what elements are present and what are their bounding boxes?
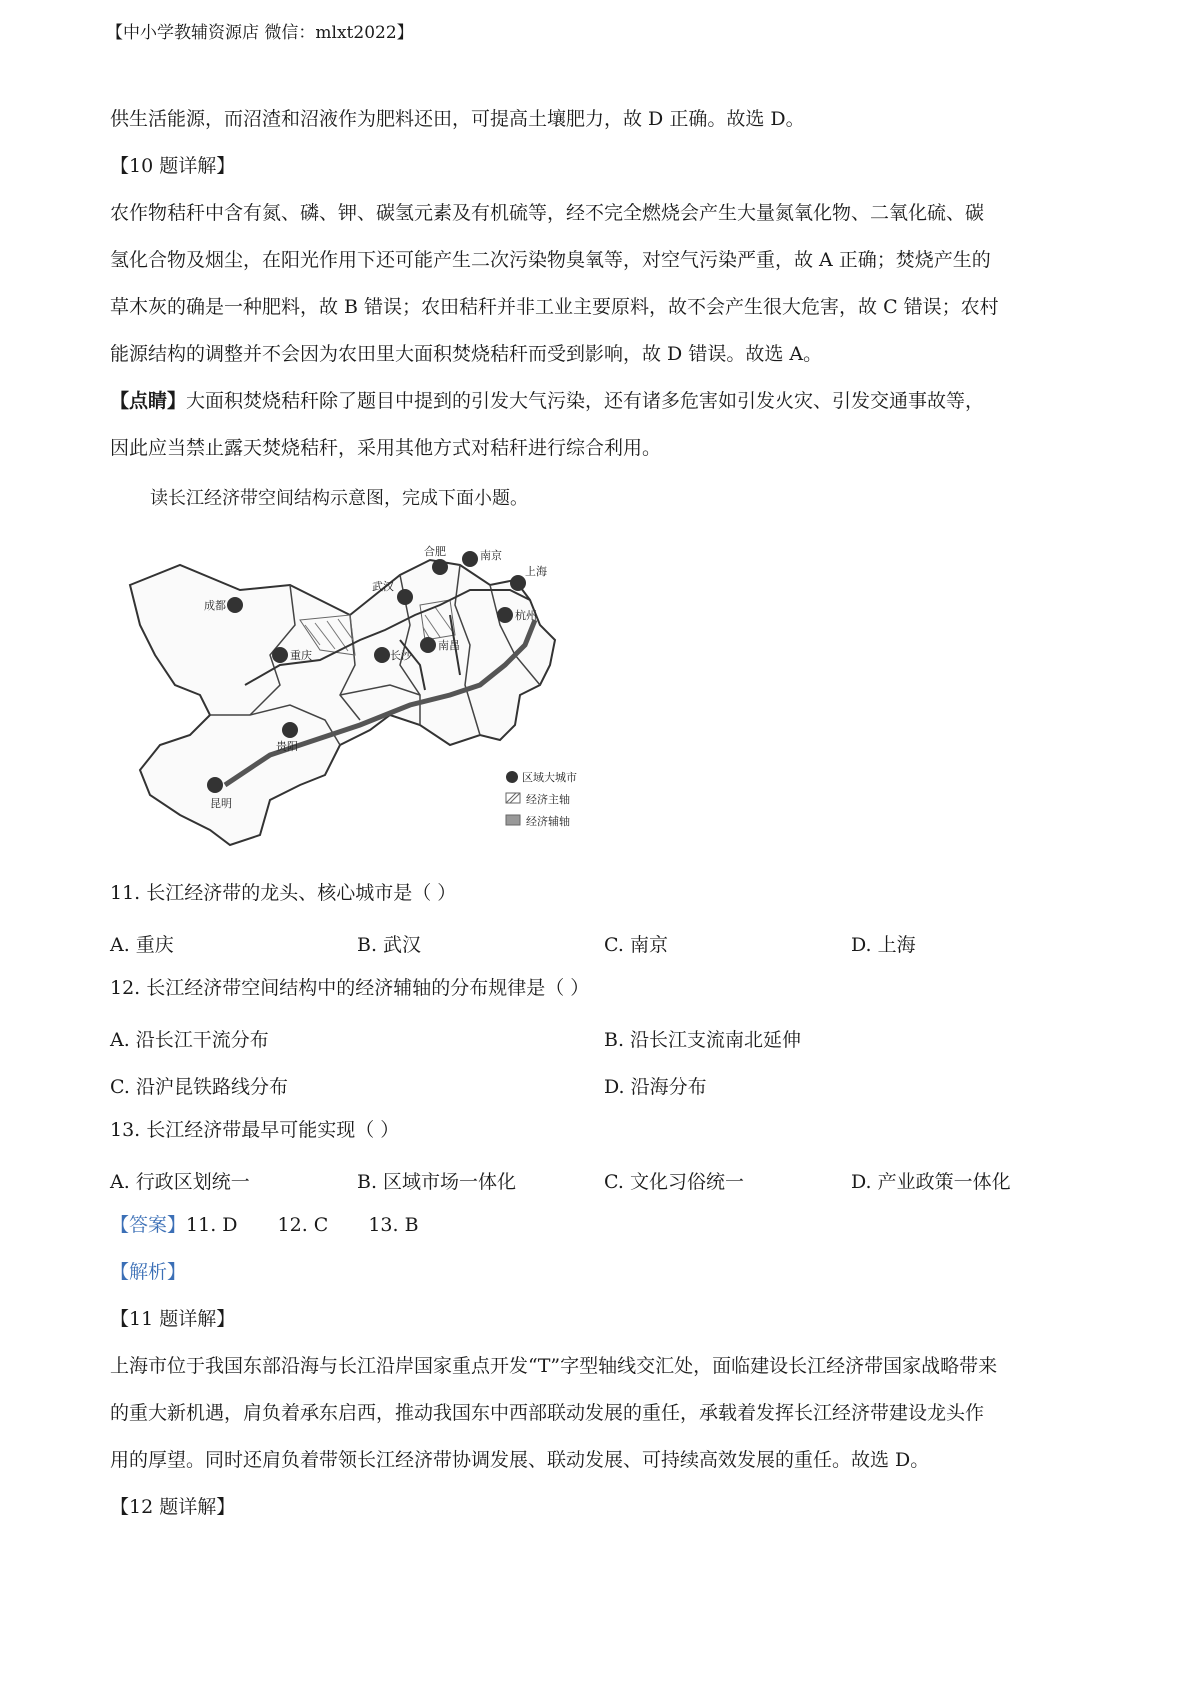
city-hangzhou [497, 607, 537, 623]
city-label: 成都 [204, 599, 226, 612]
option: A. 重庆 [110, 934, 174, 956]
paragraph-line: 上海市位于我国东部沿海与长江沿岸国家重点开发“T”字型轴线交汇处，面临建设长江经济带国家战略带来 [110, 1355, 998, 1377]
answer-12: 12. C [277, 1214, 329, 1236]
city-label: 杭州 [515, 609, 537, 622]
city-chongqing [272, 647, 312, 663]
paragraph-line: 草木灰的确是一种肥料，故 B 错误；农田秸秆并非工业主要原料，故不会产生很大危害，故 C 错误；农村 [110, 296, 999, 318]
option: C. 沿沪昆铁路线分布 [110, 1076, 288, 1098]
option: D. 上海 [851, 934, 916, 956]
city-label: 上海 [525, 565, 547, 578]
option: B. 武汉 [357, 934, 422, 956]
option: D. 产业政策一体化 [851, 1171, 1011, 1193]
page-header: 【中小学教辅资源店 微信：mlxt2022】 [106, 23, 414, 43]
map-legend [506, 770, 577, 828]
tip-line [110, 378, 984, 425]
city-label: 昆明 [210, 797, 232, 810]
option: A. 沿长江干流分布 [110, 1029, 269, 1051]
legend-label: 经济辅轴 [526, 815, 570, 828]
answer-label: 【答案】 [110, 1214, 187, 1236]
question-stem: 13. 长江经济带最早可能实现（ ） [110, 1119, 400, 1141]
option: D. 沿海分布 [604, 1076, 707, 1098]
paragraph-line: 氢化合物及烟尘，在阳光作用下还可能产生二次污染物臭氧等，对空气污染严重，故 A 正确；焚烧产生的 [110, 249, 991, 271]
city-label: 长沙 [390, 649, 412, 662]
analysis-label: 【解析】 [110, 1261, 187, 1283]
map-outline [130, 560, 555, 845]
city-shanghai [510, 564, 547, 591]
question-stem: 12. 长江经济带空间结构中的经济辅轴的分布规律是（ ） [110, 977, 590, 999]
option: C. 文化习俗统一 [604, 1171, 744, 1193]
map-intro: 读长江经济带空间结构示意图，完成下面小题。 [150, 488, 528, 509]
city-nanjing [462, 548, 502, 567]
question-stem: 11. 长江经济带的龙头、核心城市是（ ） [110, 882, 457, 904]
option: C. 南京 [604, 934, 668, 956]
paragraph-line: 因此应当禁止露天焚烧秸秆，采用其他方式对秸秆进行综合利用。 [110, 437, 662, 459]
city-label: 重庆 [290, 649, 312, 662]
q10-title: 【10 题详解】 [110, 155, 236, 177]
yangtze-economic-belt-map [120, 545, 610, 855]
answer-13: 13. B [368, 1214, 419, 1236]
legend-label: 区域大城市 [522, 771, 577, 784]
tip-text: 大面积焚烧秸秆除了题目中提到的引发大气污染，还有诸多危害如引发火灾、引发交通事故等， [186, 390, 985, 412]
legend-label: 经济主轴 [526, 793, 570, 806]
answer-line [110, 1202, 419, 1249]
city-label: 武汉 [372, 580, 394, 593]
answer-11: 11. D [186, 1214, 238, 1236]
paragraph-line: 农作物秸秆中含有氮、磷、钾、碳氢元素及有机硫等，经不完全燃烧会产生大量氮氧化物、二氧化硫、碳 [110, 202, 985, 224]
city-label: 合肥 [424, 545, 446, 558]
city-label: 南京 [480, 549, 502, 562]
city-nanchang [420, 637, 460, 653]
paragraph-line: 的重大新机遇，肩负着承东启西，推动我国东中西部联动发展的重任，承载着发挥长江经济带建设龙头作 [110, 1402, 985, 1424]
tip-label: 【点睛】 [110, 390, 187, 412]
option: A. 行政区划统一 [110, 1171, 250, 1193]
paragraph-line: 供生活能源，而沼渣和沼液作为肥料还田，可提高土壤肥力，故 D 正确。故选 D。 [110, 108, 805, 130]
q12-title: 【12 题详解】 [110, 1496, 236, 1518]
option: B. 沿长江支流南北延伸 [604, 1029, 802, 1051]
city-changsha [374, 647, 413, 663]
q11-title: 【11 题详解】 [110, 1308, 236, 1330]
city-label: 南昌 [438, 639, 460, 652]
option: B. 区域市场一体化 [357, 1171, 517, 1193]
city-chengdu [204, 597, 243, 613]
paragraph-line: 能源结构的调整并不会因为农田里大面积焚烧秸秆而受到影响，故 D 错误。故选 A。 [110, 343, 823, 365]
paragraph-line: 用的厚望。同时还肩负着带领长江经济带协调发展、联动发展、可持续高效发展的重任。故选 D。 [110, 1449, 930, 1471]
city-label: 贵阳 [276, 740, 298, 753]
